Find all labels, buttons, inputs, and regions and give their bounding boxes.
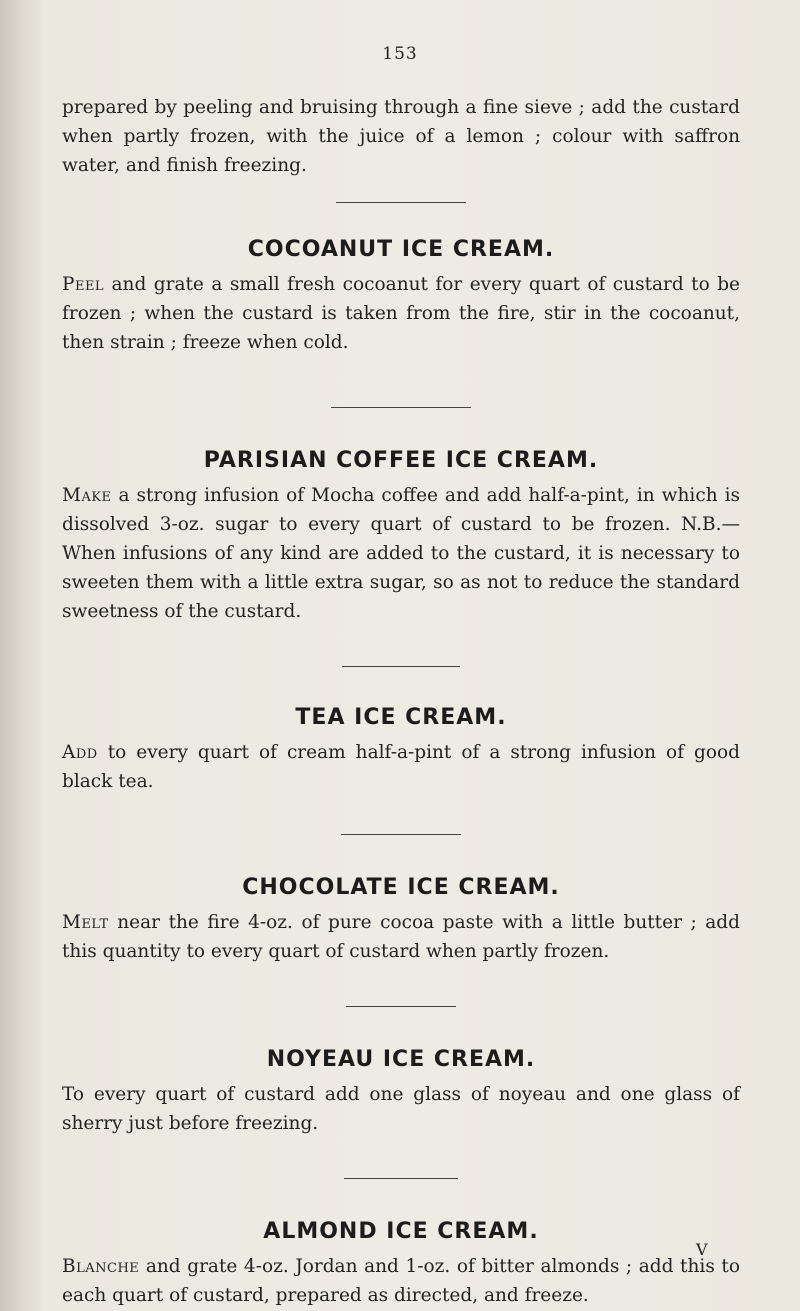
divider — [341, 834, 461, 835]
recipe-title: TEA ICE CREAM. — [295, 705, 507, 730]
recipe-cocoanut — [62, 237, 740, 357]
lead-word: Peel — [62, 274, 105, 295]
divider — [342, 666, 460, 667]
recipe-body — [62, 738, 740, 796]
intro-paragraph: prepared by peeling and bruising through a fine sieve ; add the custard when partly frozen, with the juice of a lemon ; colour with saffron water, and finish freezing. — [62, 97, 740, 176]
recipe-body — [62, 270, 740, 357]
divider — [336, 202, 466, 203]
recipe-title: NOYEAU ICE CREAM. — [266, 1047, 536, 1072]
recipe-body — [62, 908, 740, 966]
recipe-text: to every quart of cream half-a-pint of a strong infusion of good black tea. — [62, 742, 740, 792]
recipe-text: To every quart of custard add one glass of noyeau and one glass of sherry just before freezing. — [62, 1084, 740, 1134]
lead-word: Make — [62, 485, 112, 506]
divider — [331, 407, 471, 408]
recipe-title: ALMOND ICE CREAM. — [263, 1219, 539, 1244]
divider — [346, 1006, 456, 1007]
recipe-title: CHOCOLATE ICE CREAM. — [242, 875, 560, 900]
page-content — [62, 93, 740, 1310]
lead-word: Blanche — [62, 1256, 140, 1277]
recipe-parisian-coffee — [62, 448, 740, 626]
lead-word: Add — [62, 742, 98, 763]
recipe-noyeau — [62, 1047, 740, 1138]
recipe-body — [62, 1252, 740, 1310]
recipe-almond — [62, 1219, 740, 1310]
recipe-text: and grate a small fresh cocoanut for every quart of custard to be frozen ; when the custard is taken from the fire, stir in the cocoanut, then strain ; freeze when cold. — [62, 274, 740, 353]
recipe-body — [62, 1080, 740, 1138]
recipe-title: PARISIAN COFFEE ICE CREAM. — [203, 448, 599, 473]
recipe-text: and grate 4-oz. Jordan and 1-oz. of bitter almonds ; add this to each quart of custard, prepared as directed, and freeze. — [62, 1256, 740, 1306]
recipe-text: near the fire 4-oz. of pure cocoa paste with a little butter ; add this quantity to every quart of custard when partly frozen. — [62, 912, 740, 962]
divider — [344, 1178, 458, 1179]
recipe-body — [62, 481, 740, 626]
recipe-tea — [62, 705, 740, 796]
recipe-title: COCOANUT ICE CREAM. — [247, 237, 555, 262]
recipe-chocolate — [62, 875, 740, 966]
signature-mark: V — [696, 1240, 708, 1259]
recipe-text: a strong infusion of Mocha coffee and add half-a-pint, in which is dissolved 3-oz. sugar to every quart of custard to be frozen. N.B.— When infusions of any kind are added to the custard, it is necessary to sweeten them with a little extra sugar, so as not to reduce the standard sweetness of the custard. — [62, 485, 740, 622]
lead-word: Melt — [62, 912, 109, 933]
page-number: 153 — [382, 44, 418, 64]
